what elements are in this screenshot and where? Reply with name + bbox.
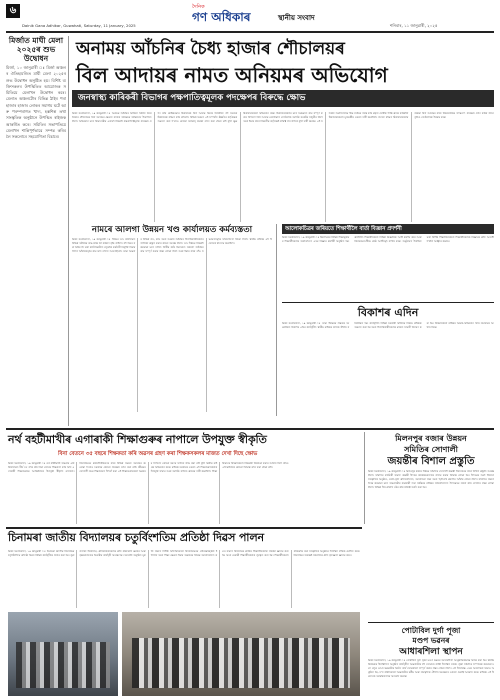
puja-body: নিজা সংবাদদাতা, ১০ জানুৱাৰী ঃ পোটাবিল দুৰ্গা পূজা মণ্ডপ ভৱনৰ আধাৰশিলা আনুষ্ঠানিকভাৱে স্থাপন কৰা হয়। স্থানীয় বিধায়কৰ উপস্থিতিত অনুষ্ঠিত কাৰ্যসূচীত অঞ্চলটোৰ বহু গণ্যমান্য ব্যক্তি উপস্থিত থাকে। পূজা সমিতিৰ সম্পাদকে জনোৱা মতে নতুন মণ্ডপ ভৱনটোৰ নিৰ্মাণ কাৰ্য সোনকালে সম্পূৰ্ণ কৰাৰ লক্ষ্য লোৱা হৈছে। এই উপলক্ষে এখন আলোচনা সভাও অনুষ্ঠিত হয়, য'ত বক্তাসকলে অঞ্চলটোৰ ধৰ্মীয় আৰু সাংস্কৃতিক ঐতিহ্য সংৰক্ষণৰ ওপৰত গুৰুত্ব আৰোপ কৰে। ৰাইজে এই উদ্যোগক আন্তৰিকতাৰে আদৰণি জনায়। [368, 659, 494, 679]
lead-kicker-text: জনস্বাস্থ্য কাৰিকৰী বিভাগৰ পক্ষপাতিত্বমূলক পদক্ষেপৰ বিৰুদ্ধে ক্ষোভ [78, 93, 306, 103]
masthead [6, 4, 494, 34]
milan-headline-1: মিলনপুৰ বজাৰ উন্নয়ন [395, 434, 467, 443]
sidebar-story [6, 36, 66, 424]
council-body: নিজা সংবাদদাতা, ১০ জানুৱাৰী ঃ উন্নয়ন খণ্ড কাৰ্যালয়ত বিভিন্ন আঁচনিৰ কাম-কাজ লৈ ব্যস্ততা বৃদ্ধি পাইছে। বহু দিনৰ পৰা স্থবিৰ হৈ থকা কাৰ্যালয়টোত নতুনকৈ কৰ্মচাৰী নিযুক্তি দিয়াৰ পিছত আঁচনিসমূহৰ কাম দ্ৰুত গতিত আগবাঢ়িছে। গ্ৰাম্য অঞ্চলৰ বিভিন্ন পথ, দলং আৰু আৱাস আঁচনিৰ হিতাধিকাৰীসকলৰ তালিকা প্ৰস্তুত কৰাৰ কামো আৰম্ভ হৈছে। খণ্ড উন্নয়ন বিষয়াই জনোৱা মতে চলিত বিত্তীয় বৰ্ষৰ ভিতৰতে সকলো আঁচনিৰ কাম সম্পূৰ্ণ কৰাৰ লক্ষ্য লোৱা হৈছে আৰু ইয়াৰ বাবে গাঁও পঞ্চায়তসমূহৰ সহযোগিতা বিচৰা হৈছে। স্থানীয় ৰাইজে এই উদ্যোগক স্বাগতম জনাইছে। [72, 238, 272, 254]
school-rule [6, 428, 494, 430]
section-badge: স্থানীয় সংবাদ [278, 14, 315, 22]
puja-story [368, 626, 494, 696]
vikash-body: নিজা সংবাদদাতা, ১০ জানুৱাৰী ঃ গ্ৰাম্য উন্নয়নৰ লক্ষ্যৰে আয়োজিত বিকাশৰ এদিন কাৰ্যসূচীত স্থানীয় ৰাইজৰ ব্যাপক সঁহাৰি পৰিলক্ষিত হয়। কাৰ্যসূচীত বিভিন্ন চৰকাৰী আঁচনিৰ বিষয়ে ৰাইজক অৱগত কৰা হয় আৰু হিতাধিকাৰীসকলৰ মাজত সামগ্ৰী বিতৰণ কৰা হয়। বিষয়াসকলে ৰাইজৰ অভাব-অভিযোগ শুনি সমাধানৰ আশ্বাস দিয়ে। [282, 322, 494, 330]
school-kicker: বিনা বেতনে ৩৫ বছৰে শিক্ষকতা কৰি অৱসৰ গ্ৰহণ কৰা শিক্ষকসকলৰ মাজত দেখা দিছে ক্ষোভ [58, 451, 258, 457]
lead-headline-1: অনাময় আঁচনিৰ চৈধ্য হাজাৰ শৌচালয়ৰ [76, 39, 345, 59]
council-divider [276, 224, 277, 416]
sidebar-title: মিৰ্জাত মাঘী মেলা ২০২৫ৰ শুভ উদ্বোধন [8, 36, 64, 63]
milan-body: নিজা সংবাদদাতা, ১০ জানুৱাৰী ঃ মিলনপুৰ বজাৰ উন্নয়ন সমিতিৰ সোণালী জয়ন্তী উদযাপনৰ বাবে বিশাল প্ৰস্তুতি আৰম্ভ হৈছে। সমিতিৰ কাৰ্যকৰী সভাত জয়ন্তী উৎসৱ জাকজমকতাৰে পালন কৰাৰ সিদ্ধান্ত লোৱা হয়। উৎসৱৰ অংশ হিচাপে সাংস্কৃতিক অনুষ্ঠান, খেলা-ধূলা প্ৰতিযোগিতা, আলোচনা সভা আৰু স্মৃতিগ্ৰন্থ প্ৰকাশৰ আঁচনি লোৱা হৈছে। সমিতিৰ সভাপতিয়ে জনোৱা মতে অঞ্চলটোৰ ব্যৱসায়ী তথা সৰ্বস্তৰৰ ৰাইজৰ সহযোগিতাত উৎসৱখন সফল কৰি তোলাৰ লক্ষ্য লোৱা হৈছে। বিভিন্ন উপ-সমিতি গঠন কৰি দায়িত্ব অৰ্পণ কৰা হয়। [368, 470, 494, 490]
china-body: নিজা সংবাদদাতা, ১০ জানুৱাৰী ঃ চিনামৰা জাতীয় বিদ্যালয়ৰ চতুৰ্বিংশতিম প্ৰতিষ্ঠা দিৱস বিভিন্ন কাৰ্যসূচীৰে পালন কৰা হয়। পুৱা পতাকা উত্তোলন, প্ৰতিষ্ঠাপকসকলৰ প্ৰতি শ্ৰদ্ধাঞ্জলি জ্ঞাপন আৰু বৃক্ষৰোপণেৰে দিনটোৰ কাৰ্যসূচী আৰম্ভ হয়। আবেলি অনুষ্ঠিত মুকলি সভাত বিশিষ্ট অতিথিসকলে বিদ্যালয়খনৰ গৌৰৱোজ্জ্বল ইতিহাস আৰু শিক্ষা ক্ষেত্ৰত ইয়াৰ অৱদানৰ বিষয়ে আলোকপাত কৰে। সভাত বিদ্যালয়ৰ প্ৰাক্তন শিক্ষাৰ্থীসকলক সম্বৰ্ধনা জ্ঞাপন কৰা হয় আৰু মেধাৱী শিক্ষাৰ্থীসকলক পুৰস্কৃত কৰা হয়। শিক্ষাৰ্থীসকলে পৰিৱেশন কৰা সাংস্কৃতিক অনুষ্ঠানে উপস্থিত দৰ্শকক মোহিত কৰে। বিদ্যালয়ৰ অধ্যক্ষই সকলোৰে প্ৰতি কৃতজ্ঞতা জ্ঞাপন কৰে। [8, 550, 360, 558]
puja-headline-3: আধাৰশিলা স্থাপন [399, 647, 463, 657]
lead-kicker [72, 90, 494, 107]
china-headline: চিনামৰা জাতীয় বিদ্যালয়ৰ চতুৰ্বিংশতিম প্ৰতিষ্ঠা দিৱস পালন [8, 531, 264, 544]
edition-line: Dainik Gana Adhikar, Guwahati, Saturday, 11 January, 2025 [22, 23, 136, 28]
milan-headline-2: সমিতিৰ সোণালী [404, 445, 458, 454]
puja-headline-1: পোটাবিল দুৰ্গা পূজা [401, 626, 461, 635]
milan-headline-3: জয়ন্তীৰ বিশাল প্ৰস্তুতি [387, 456, 475, 467]
china-photo-1 [8, 612, 118, 696]
masthead-rule [6, 31, 494, 33]
puja-rule [368, 622, 494, 623]
vikash-rule [282, 302, 494, 303]
lead-body: নিজা সংবাদদাতা, ১০ জানুৱাৰী ঃ অনাময় আঁচনিৰ অধীনত নিৰ্মিত চৈধ্য হাজাৰ শৌচালয়ৰ বিল আদায়ৰ ক্ষেত্ৰত ব্যাপক অনিয়মৰ অভিযোগ উত্থাপিত হৈছে। অভিযোগ মতে বিভাগটোৰ একাংশ বিষয়াই পক্ষপাতিত্বমূলক পদক্ষেপ গ্ৰহণ কৰি কেইজনমান ঠিকাদাৰক বিল আদায় দিয়াৰ বিপৰীতে বহু সংখ্যক ঠিকাদাৰক বঞ্চিত কৰি ৰাখিছে। বিভিন্ন সময়ত এই সম্পৰ্কত ঊৰ্ধ্বতন কৰ্তৃপক্ষক অৱগত কৰা হ'লেও কোনো ফলপ্ৰসূ ব্যৱস্থা গ্ৰহণ কৰা হোৱা নাই বুলি ক্ষুব্ধ ঠিকাদাৰসকলে অভিযোগ কৰে। ঠিকাদাৰসকলৰ মতে সময়মতে কাম সম্পূৰ্ণ কৰাৰ পিছতো বিল আদায় নোহোৱাত তেওঁলোক আৰ্থিক সংকটৰ সন্মুখীন হৈছে আৰু ইয়াৰ বাবে বিভাগীয় কৰ্তৃপক্ষই দায়িত্ব লব লাগিব বুলি দাবী জনায়। এই সন্দৰ্ভত অনতিপলমে উচ্চ পৰ্যায়ৰ তদন্ত কৰি প্ৰকৃত দোষীক শাস্তি প্ৰদান কৰিবলৈ ঠিকাদাৰসকলে মুখ্যমন্ত্ৰীৰ ওচৰত দাবী জনাইছে। লগতে বঞ্চিত ঠিকাদাৰসকলৰ বকেয়া বিল আদায়ৰ বাবে বিভাগটোৱে তৎক্ষণাৎ পদক্ষেপ গ্ৰহণ কৰিব লাগে বুলিও তেওঁলোকে উল্লেখ কৰে। [72, 112, 494, 124]
school-headline: নৰ্থ বহটীমাখীৰ এগাৰাকী শিক্ষাগুৰুৰ নাপালে উপযুক্ত স্বীকৃতি [8, 433, 267, 446]
vikash-story [282, 306, 494, 418]
science-body: নিজা সংবাদদাতা, ১০ জানুৱাৰী ঃ জিলাখনৰ বিভিন্ন শিক্ষানুষ্ঠানৰ শিক্ষাৰ্থীসকলৰ অংশগ্ৰহণত এখন বিজ্ঞান প্ৰদৰ্শনী অনুষ্ঠিত হয়। প্ৰদৰ্শনীত শিক্ষাৰ্থীসকলে বিভিন্ন বৈজ্ঞানিক আৰ্হি প্ৰদৰ্শন কৰে আৰু বিচাৰকমণ্ডলীয়ে শ্ৰেষ্ঠ আৰ্হিসমূহ বাছনি কৰে। অনুষ্ঠানত উপস্থিত থকা বিশিষ্ট শিক্ষাবিদসকলে শিক্ষাৰ্থীসকলক বিজ্ঞানৰ প্ৰতি আগ্ৰহী হ'বলৈ আহ্বান জনায়। [282, 236, 494, 244]
china-photo-2 [122, 612, 360, 696]
sidebar-body: মিৰ্জা, ১০ জানুৱাৰী ঃ মিৰ্জা অঞ্চলৰ ঐতিহ্যমণ্ডিত মাঘী মেলা ২০২৫ৰ শুভ উদ্বোধন অনুষ্ঠিত হয়। বিশিষ্ট ব্যক্তিসকলৰ উপস্থিতিত আয়োজক সমিতিয়ে মেলাখন উদ্বোধন কৰে। মেলাত অঞ্চলটোৰ বিভিন্ন ঠাইৰ পৰা হাজাৰ হাজাৰ লোকৰ সমাগম ঘটে আৰু পৰম্পৰাগত খাদ্য, হস্তশিল্প তথা সাংস্কৃতিক অনুষ্ঠানে উপস্থিত ৰাইজক আকৰ্ষিত কৰে। সমিতিৰ সভাপতিয়ে মেলাখন শান্তিপূৰ্ণভাৱে সম্পন্ন কৰিবলৈ সকলোৰে সহযোগিতা বিচাৰে। [6, 65, 66, 140]
milan-story [368, 433, 494, 621]
science-headline-box [282, 224, 494, 234]
brand-name: গণ অধিকাৰ [192, 10, 251, 24]
puja-headline-2: মণ্ডপ ভৱনৰ [412, 636, 450, 645]
council-headline: নামৰে আলগা উন্নয়ন খণ্ড কাৰ্যালয়ত কৰ্মব্যস্ততা [91, 225, 253, 235]
vikash-headline: বিকাশৰ এদিন [357, 306, 419, 319]
page-number: ৬ [6, 4, 20, 18]
science-headline: আলোকচিত্ৰৰ জৰিয়তে শিক্ষাৰ্থীলৈ বাৰ্তা বিজ্ঞান প্ৰদৰ্শনী [285, 226, 402, 232]
science-story [282, 224, 494, 300]
lead-headline-2: বিল আদায়ৰ নামত অনিয়মৰ অভিযোগ [76, 63, 388, 87]
date-line: শনিবাৰ, ১১ জানুৱাৰী, ২০২৫ [390, 23, 438, 28]
school-body: নিজা সংবাদদাতা, ১০ জানুৱাৰী ঃ নৰ্থ বহটীমাখী অঞ্চলৰ এটা বিদ্যালয়ত দীৰ্ঘ ৩৫ বছৰ ধৰি বিনা বেতনে শিক্ষকতা কৰি অহা এগাৰাকী শিক্ষাগুৰুয়ে আজিলৈকে উপযুক্ত স্বীকৃতি নাপালে। বিদ্যালয়খন প্ৰাদেশিকীকৰণৰ বাবে বিভিন্ন সময়ত আবেদন জনোৱা হ'লেও চৰকাৰে কোনো পদক্ষেপ গ্ৰহণ কৰা নাই। জীৱনৰ সোণালী সময় শিক্ষাদানত উছৰ্গা কৰা এই শিক্ষাগুৰুসকলে অৱসৰৰ পিছতো কোনো ধৰণৰ সাহায্য লাভ কৰা নাই বুলি স্থানীয় ৰাইজে অভিযোগ কৰে। ৰাইজে চৰকাৰৰ ওচৰত এই শিক্ষাগুৰুসকলক উপযুক্ত সন্মান আৰু আৰ্থিক সাহায্য প্ৰদানৰ দাবী জনাইছে। শিক্ষা বিভাগৰ বিষয়াসকলে বিষয়টো বিবেচনা কৰাৰ আশ্বাস দিছে যদিও এতিয়ালৈকে কোনো সিদ্ধান্ত গ্ৰহণ কৰা হোৱা নাই। [8, 462, 289, 474]
sidebar-divider [68, 36, 69, 426]
council-story [72, 224, 272, 414]
china-rule [6, 527, 362, 529]
brand-prefix: দৈনিক [192, 4, 205, 10]
school-divider [364, 432, 365, 524]
